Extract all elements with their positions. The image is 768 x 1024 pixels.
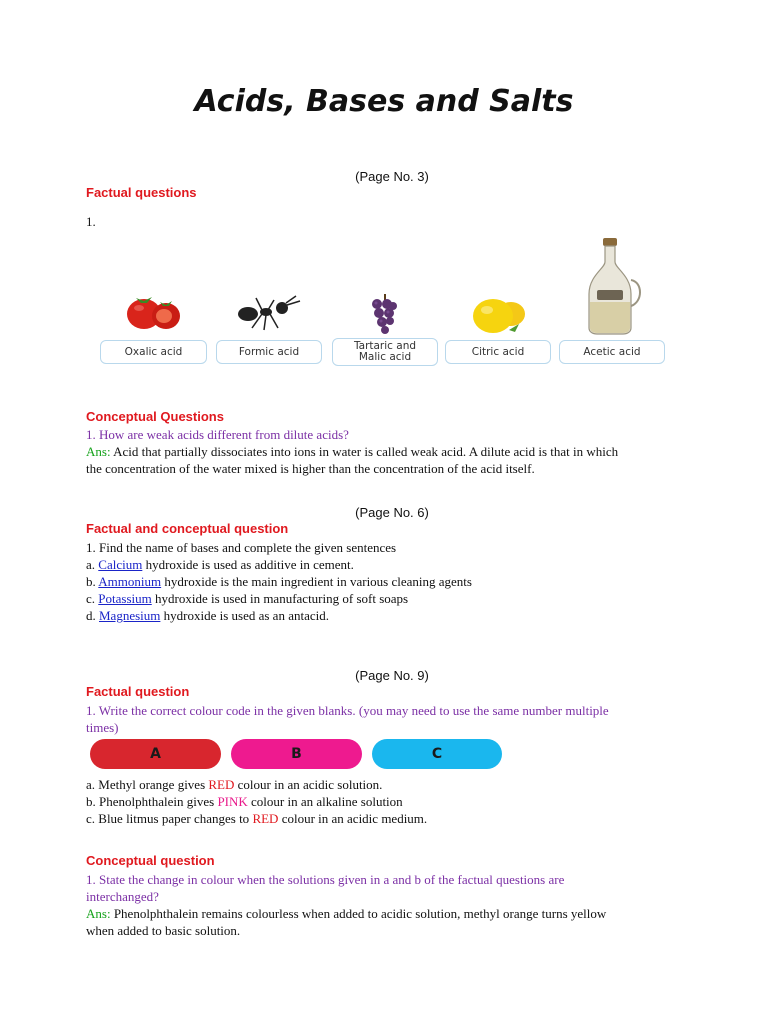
answer-line [86,905,706,922]
section-heading: Factual question [86,684,190,699]
section-heading: Conceptual question [86,853,215,868]
acid-label-line1: Tartaric and [353,340,417,352]
question-text: interchanged? [86,889,159,904]
question-text: 1. Write the correct colour code in the given blanks. (you may need to use the same number multiple [86,703,609,718]
acid-item-acetic [559,236,665,372]
question-text: 1. Find the name of bases and complete the given sentences [86,540,397,555]
answer-link[interactable]: Ammonium [98,574,162,589]
question-text: 1. How are weak acids different from dilute acids? [86,427,349,442]
item-prefix: c. [86,591,99,606]
answer-label: Ans: [86,906,111,921]
list-item [86,573,706,590]
acid-sources-illustration [100,236,670,372]
acid-item-tartaric-malic [332,236,438,372]
question-text: 1. State the change in colour when the solutions given in a and b of the factual questions are [86,872,565,887]
acid-label-box [332,338,438,366]
acid-item-formic [216,236,322,372]
grapes-icon [332,292,438,338]
acid-item-citric [445,236,551,372]
acid-label: Citric acid [445,340,551,364]
colour-code-c: C [372,739,502,769]
colour-code-a: A [90,739,221,769]
item-text: colour in an acidic solution. [234,777,383,792]
acid-item-oxalic [100,236,207,372]
item-text: colour in an alkaline solution [247,794,403,809]
answer-link[interactable]: Potassium [98,591,152,606]
answer-line: the concentration of the water mixed is higher than the concentration of the acid itself. [86,461,535,476]
list-item [86,607,706,624]
answer-text: Acid that partially dissociates into ions in water is called weak acid. A dilute acid is that in which [110,444,619,459]
answer-link[interactable]: Calcium [98,557,143,572]
page-number-label: (Page No. 9) [355,668,429,683]
list-item [86,556,706,573]
acid-label-line2: Malic acid [358,351,412,363]
acid-label: Formic acid [216,340,322,364]
item-text: hydroxide is the main ingredient in various cleaning agents [161,574,472,589]
item-text: hydroxide is used as additive in cement. [142,557,354,572]
answer-word: PINK [217,794,248,809]
answer-label: Ans: [86,444,111,459]
acid-label: Oxalic acid [100,340,207,364]
item-text: c. Blue litmus paper changes to [86,811,253,826]
section-heading: Conceptual Questions [86,409,224,424]
list-item [86,810,706,827]
item-prefix: d. [86,608,99,623]
page-number-label: (Page No. 6) [355,505,429,520]
item-text: hydroxide is used in manufacturing of soft soaps [151,591,409,606]
answer-line [86,443,706,460]
section-heading: Factual and conceptual question [86,521,289,536]
page-title: Acids, Bases and Salts [194,84,574,119]
lemon-icon [445,292,551,338]
list-item [86,776,706,793]
answer-word: RED [208,777,235,792]
acid-label: Acetic acid [559,340,665,364]
section-heading: Factual questions [86,185,197,200]
answer-word: RED [252,811,279,826]
item-text: b. Phenolphthalein gives [86,794,218,809]
colour-code-b: B [231,739,362,769]
page-number-label: (Page No. 3) [355,169,429,184]
answer-text: Phenolphthalein remains colourless when added to acidic solution, methyl orange turns yellow [110,906,607,921]
vinegar-bottle-icon [559,236,665,336]
item-prefix: b. [86,574,99,589]
question-text: times) [86,720,119,735]
item-text: a. Methyl orange gives [86,777,209,792]
ant-icon [216,292,322,334]
list-item [86,590,706,607]
answer-link[interactable]: Magnesium [99,608,161,623]
item-text: hydroxide is used as an antacid. [160,608,329,623]
item-text: colour in an acidic medium. [278,811,428,826]
answer-line: when added to basic solution. [86,923,241,938]
question-number: 1. [86,214,96,229]
list-item [86,793,706,810]
tomato-icon [100,288,207,334]
item-prefix: a. [86,557,99,572]
